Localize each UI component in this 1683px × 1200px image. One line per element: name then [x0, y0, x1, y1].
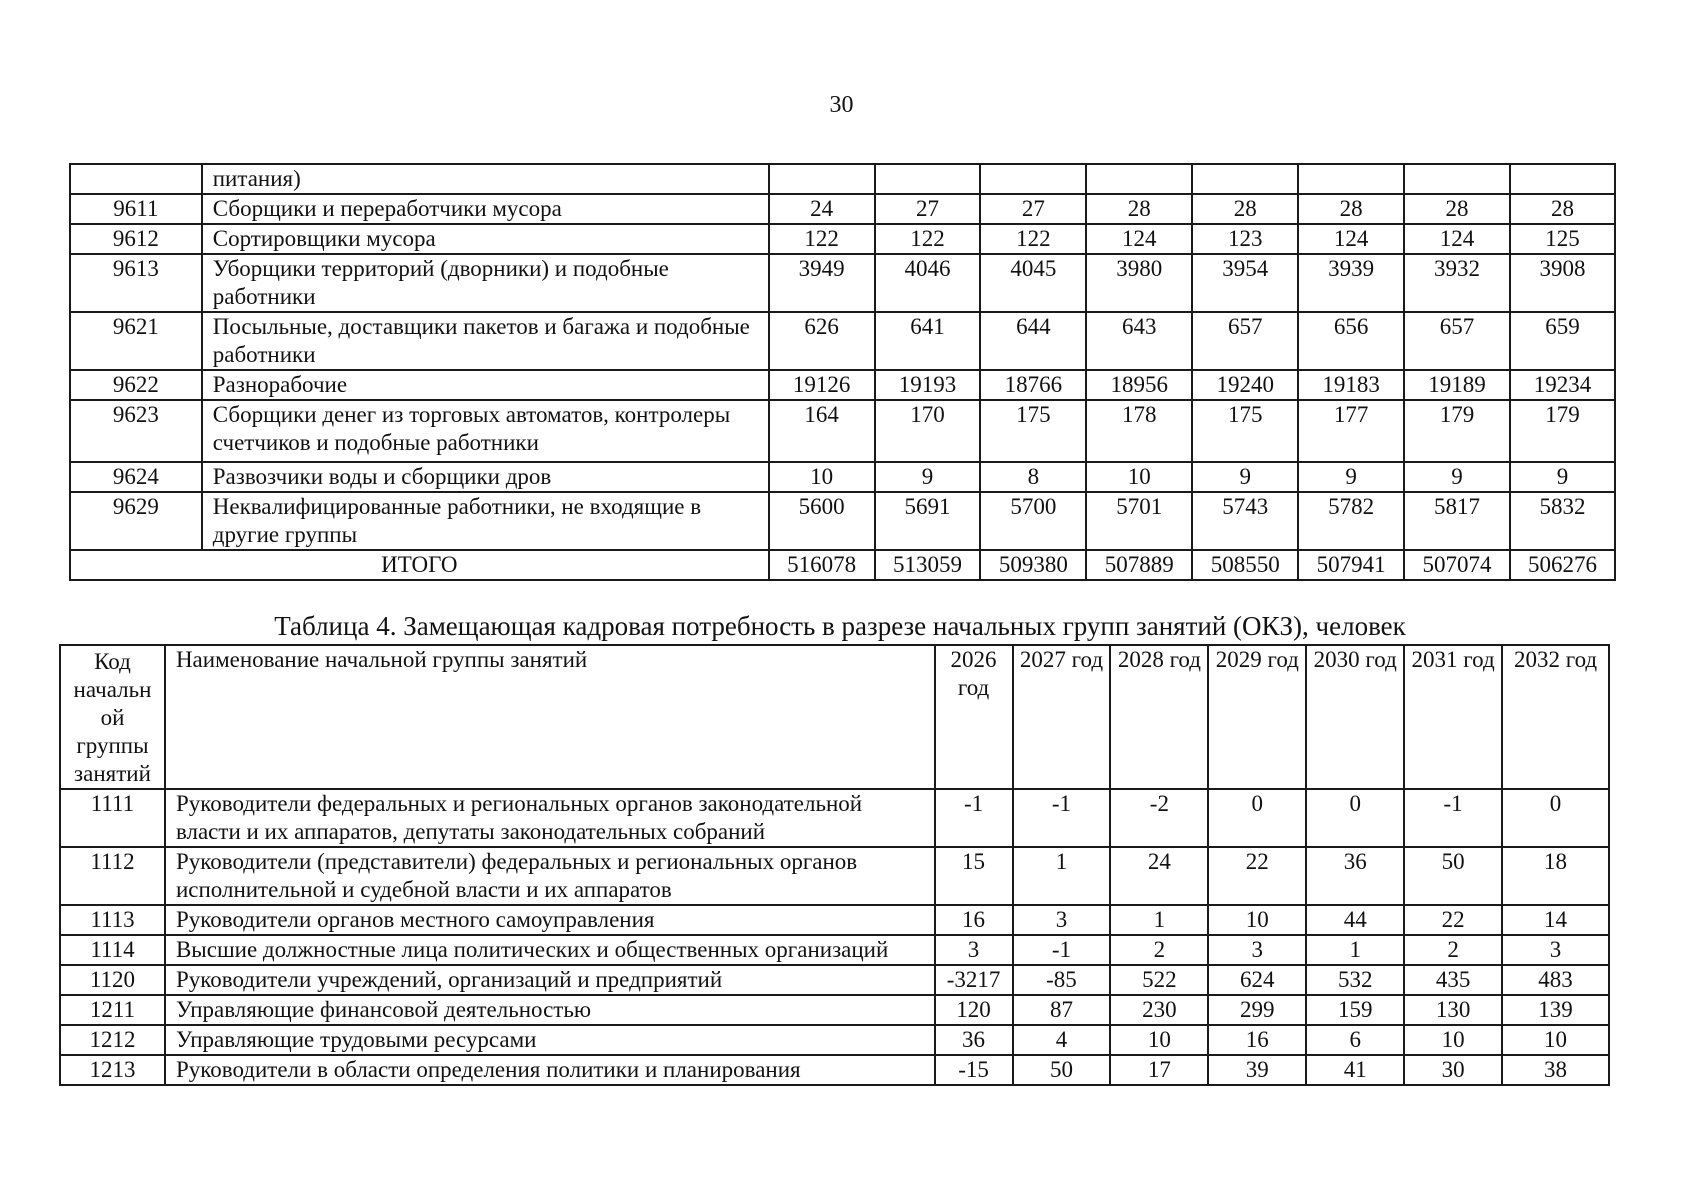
header-name: Наименование начальной группы занятий — [165, 645, 935, 789]
value-cell: 18 — [1502, 847, 1609, 905]
value-cell: 8 — [980, 462, 1086, 492]
value-cell: 6 — [1306, 1025, 1404, 1055]
value-cell: 643 — [1086, 312, 1192, 370]
value-cell: 10 — [1404, 1025, 1502, 1055]
table-row — [60, 789, 1609, 847]
value-cell: 644 — [980, 312, 1086, 370]
occupation-name-cell: Сортировщики мусора — [202, 224, 769, 254]
occupation-name-cell: Разнорабочие — [202, 370, 769, 400]
occupation-name-cell: Посыльные, доставщики пакетов и багажа и подобные работники — [202, 312, 769, 370]
occupation-code-cell: 9612 — [70, 224, 202, 254]
value-cell: 124 — [1086, 224, 1192, 254]
value-cell: 5832 — [1510, 492, 1615, 550]
value-cell: -15 — [935, 1055, 1013, 1085]
header-code: Код начальн ой группы занятий — [60, 645, 165, 789]
value-cell: -1 — [1013, 789, 1111, 847]
occupation-code-cell: 1212 — [60, 1025, 165, 1055]
value-cell: 5743 — [1192, 492, 1298, 550]
table-row — [70, 254, 1615, 312]
value-cell: 9 — [1192, 462, 1298, 492]
total-value-cell: 509380 — [980, 550, 1086, 580]
value-cell: 626 — [769, 312, 875, 370]
occupation-name-cell: Сборщики денег из торговых автоматов, контролеры счетчиков и подобные работники — [202, 400, 769, 462]
value-cell: 2 — [1404, 935, 1502, 965]
total-value-cell: 506276 — [1510, 550, 1615, 580]
value-cell: 657 — [1404, 312, 1510, 370]
page-number: 30 — [829, 92, 854, 118]
value-cell: 4046 — [875, 254, 981, 312]
occupation-name-cell: Руководители органов местного самоуправления — [165, 905, 935, 935]
total-value-cell: 507074 — [1404, 550, 1510, 580]
value-cell: 24 — [1110, 847, 1208, 905]
occupation-code-cell: 1213 — [60, 1055, 165, 1085]
value-cell: 123 — [1192, 224, 1298, 254]
value-cell: 1 — [1110, 905, 1208, 935]
value-cell: 170 — [875, 400, 981, 462]
total-value-cell: 507889 — [1086, 550, 1192, 580]
occupation-code-cell: 1211 — [60, 995, 165, 1025]
occupation-name-cell: Руководители в области определения политики и планирования — [165, 1055, 935, 1085]
total-row — [70, 550, 1615, 580]
header-year: 2028 год — [1110, 645, 1208, 789]
value-cell: 10 — [1086, 462, 1192, 492]
occupation-code-cell: 9622 — [70, 370, 202, 400]
occupation-code-cell: 1120 — [60, 965, 165, 995]
occupation-name-cell: Руководители федеральных и региональных органов законодательной власти и их аппаратов, депутаты законодательных собраний — [165, 789, 935, 847]
value-cell: 30 — [1404, 1055, 1502, 1085]
value-cell: -2 — [1110, 789, 1208, 847]
replacement-demand-table — [59, 644, 1610, 1086]
value-cell: 3949 — [769, 254, 875, 312]
value-cell: 177 — [1298, 400, 1404, 462]
value-cell: 9 — [875, 462, 981, 492]
occupation-code-cell: 9624 — [70, 462, 202, 492]
value-cell: 3 — [1013, 905, 1111, 935]
total-value-cell: 516078 — [769, 550, 875, 580]
value-cell: 3980 — [1086, 254, 1192, 312]
total-value-cell: 507941 — [1298, 550, 1404, 580]
value-cell: 28 — [1192, 194, 1298, 224]
value-cell: -1 — [935, 789, 1013, 847]
value-cell: 164 — [769, 400, 875, 462]
value-cell: 656 — [1298, 312, 1404, 370]
occupation-code-cell: 9621 — [70, 312, 202, 370]
value-cell: 624 — [1208, 965, 1306, 995]
value-cell: 122 — [769, 224, 875, 254]
value-cell: 15 — [935, 847, 1013, 905]
table-row — [70, 224, 1615, 254]
occupation-code-cell: 1111 — [60, 789, 165, 847]
value-cell: 124 — [1404, 224, 1510, 254]
header-year: 2032 год — [1502, 645, 1609, 789]
value-cell: 22 — [1208, 847, 1306, 905]
continued-name-cell: питания) — [202, 164, 769, 194]
occupation-name-cell: Развозчики воды и сборщики дров — [202, 462, 769, 492]
value-cell: 36 — [1306, 847, 1404, 905]
value-cell: 483 — [1502, 965, 1609, 995]
value-cell: 16 — [935, 905, 1013, 935]
table-row — [70, 462, 1615, 492]
value-cell: 657 — [1192, 312, 1298, 370]
value-cell: 122 — [980, 224, 1086, 254]
value-cell: 9 — [1404, 462, 1510, 492]
value-cell: 24 — [769, 194, 875, 224]
header-year: 2030 год — [1306, 645, 1404, 789]
occupation-code-cell: 9613 — [70, 254, 202, 312]
value-cell: -85 — [1013, 965, 1111, 995]
header-year: 2029 год — [1208, 645, 1306, 789]
header-year: 2027 год — [1013, 645, 1111, 789]
value-cell: 659 — [1510, 312, 1615, 370]
table-row — [60, 965, 1609, 995]
value-cell: 18766 — [980, 370, 1086, 400]
value-cell: 27 — [875, 194, 981, 224]
table-row — [60, 1055, 1609, 1085]
value-cell: 179 — [1404, 400, 1510, 462]
value-cell: 5817 — [1404, 492, 1510, 550]
occupation-code-cell: 9629 — [70, 492, 202, 550]
value-cell: 16 — [1208, 1025, 1306, 1055]
table-row — [70, 400, 1615, 462]
occupation-name-cell: Руководители (представители) федеральных и региональных органов исполнительной и судебной власти и их аппаратов — [165, 847, 935, 905]
value-cell: 522 — [1110, 965, 1208, 995]
table-4-caption: Таблица 4. Замещающая кадровая потребность в разрезе начальных групп занятий (ОКЗ), человек — [274, 611, 1406, 641]
value-cell: 3939 — [1298, 254, 1404, 312]
value-cell: 5782 — [1298, 492, 1404, 550]
value-cell: 27 — [980, 194, 1086, 224]
value-cell: 10 — [1110, 1025, 1208, 1055]
value-cell: 130 — [1404, 995, 1502, 1025]
occupation-name-cell: Высшие должностные лица политических и общественных организаций — [165, 935, 935, 965]
table-row — [70, 492, 1615, 550]
value-cell: 4 — [1013, 1025, 1111, 1055]
value-cell: 19183 — [1298, 370, 1404, 400]
value-cell: 10 — [1208, 905, 1306, 935]
occupation-name-cell: Руководители учреждений, организаций и предприятий — [165, 965, 935, 995]
value-cell: 19126 — [769, 370, 875, 400]
value-cell: 19193 — [875, 370, 981, 400]
value-cell: 122 — [875, 224, 981, 254]
value-cell: 3932 — [1404, 254, 1510, 312]
value-cell: 5700 — [980, 492, 1086, 550]
value-cell: 1 — [1013, 847, 1111, 905]
occupation-name-cell: Неквалифицированные работники, не входящие в другие группы — [202, 492, 769, 550]
value-cell: 3 — [1502, 935, 1609, 965]
value-cell: 18956 — [1086, 370, 1192, 400]
total-label: ИТОГО — [70, 550, 769, 580]
table-row — [60, 847, 1609, 905]
occupation-code-cell: 1112 — [60, 847, 165, 905]
total-value-cell: 513059 — [875, 550, 981, 580]
occupation-code-cell: 1114 — [60, 935, 165, 965]
occupation-code-cell: 1113 — [60, 905, 165, 935]
occupation-name-cell: Управляющие трудовыми ресурсами — [165, 1025, 935, 1055]
value-cell: 175 — [1192, 400, 1298, 462]
table-row — [60, 995, 1609, 1025]
value-cell: 14 — [1502, 905, 1609, 935]
value-cell: 120 — [935, 995, 1013, 1025]
table-row — [70, 370, 1615, 400]
value-cell: 3908 — [1510, 254, 1615, 312]
value-cell: 28 — [1404, 194, 1510, 224]
value-cell: 435 — [1404, 965, 1502, 995]
value-cell: 10 — [769, 462, 875, 492]
value-cell: 4045 — [980, 254, 1086, 312]
value-cell: 38 — [1502, 1055, 1609, 1085]
table-row — [60, 935, 1609, 965]
header-year: 2026 год — [935, 645, 1013, 789]
header-year: 2031 год — [1404, 645, 1502, 789]
value-cell: 3 — [1208, 935, 1306, 965]
occupation-name-cell: Уборщики территорий (дворники) и подобные работники — [202, 254, 769, 312]
value-cell: 2 — [1110, 935, 1208, 965]
value-cell: -1 — [1013, 935, 1111, 965]
occupation-code-cell: 9623 — [70, 400, 202, 462]
value-cell: 50 — [1013, 1055, 1111, 1085]
value-cell: 39 — [1208, 1055, 1306, 1085]
value-cell: 28 — [1510, 194, 1615, 224]
value-cell: 17 — [1110, 1055, 1208, 1085]
value-cell: 532 — [1306, 965, 1404, 995]
value-cell: 299 — [1208, 995, 1306, 1025]
value-cell: 41 — [1306, 1055, 1404, 1085]
occupation-code-cell: 9611 — [70, 194, 202, 224]
value-cell: 9 — [1510, 462, 1615, 492]
value-cell: 3954 — [1192, 254, 1298, 312]
value-cell: 124 — [1298, 224, 1404, 254]
value-cell: 125 — [1510, 224, 1615, 254]
value-cell: 5691 — [875, 492, 981, 550]
value-cell: 175 — [980, 400, 1086, 462]
value-cell: 230 — [1110, 995, 1208, 1025]
value-cell: 36 — [935, 1025, 1013, 1055]
table-row — [60, 905, 1609, 935]
value-cell: 139 — [1502, 995, 1609, 1025]
table-row — [70, 312, 1615, 370]
table-row — [70, 194, 1615, 224]
value-cell: 28 — [1298, 194, 1404, 224]
value-cell: 1 — [1306, 935, 1404, 965]
value-cell: 10 — [1502, 1025, 1609, 1055]
value-cell: 19240 — [1192, 370, 1298, 400]
value-cell: 641 — [875, 312, 981, 370]
value-cell: 0 — [1208, 789, 1306, 847]
value-cell: 0 — [1306, 789, 1404, 847]
value-cell: 0 — [1502, 789, 1609, 847]
value-cell: 5701 — [1086, 492, 1192, 550]
value-cell: 28 — [1086, 194, 1192, 224]
value-cell: 19189 — [1404, 370, 1510, 400]
value-cell: 159 — [1306, 995, 1404, 1025]
value-cell: 22 — [1404, 905, 1502, 935]
continued-occupation-table — [69, 163, 1616, 581]
value-cell: 178 — [1086, 400, 1192, 462]
value-cell: 19234 — [1510, 370, 1615, 400]
table-row-continued — [70, 164, 1615, 194]
value-cell: 9 — [1298, 462, 1404, 492]
value-cell: 50 — [1404, 847, 1502, 905]
value-cell: 87 — [1013, 995, 1111, 1025]
value-cell: -1 — [1404, 789, 1502, 847]
value-cell: -3217 — [935, 965, 1013, 995]
occupation-name-cell: Сборщики и переработчики мусора — [202, 194, 769, 224]
total-value-cell: 508550 — [1192, 550, 1298, 580]
occupation-name-cell: Управляющие финансовой деятельностью — [165, 995, 935, 1025]
value-cell: 179 — [1510, 400, 1615, 462]
value-cell: 44 — [1306, 905, 1404, 935]
table-header-row — [60, 645, 1609, 789]
table-row — [60, 1025, 1609, 1055]
value-cell: 5600 — [769, 492, 875, 550]
value-cell: 3 — [935, 935, 1013, 965]
